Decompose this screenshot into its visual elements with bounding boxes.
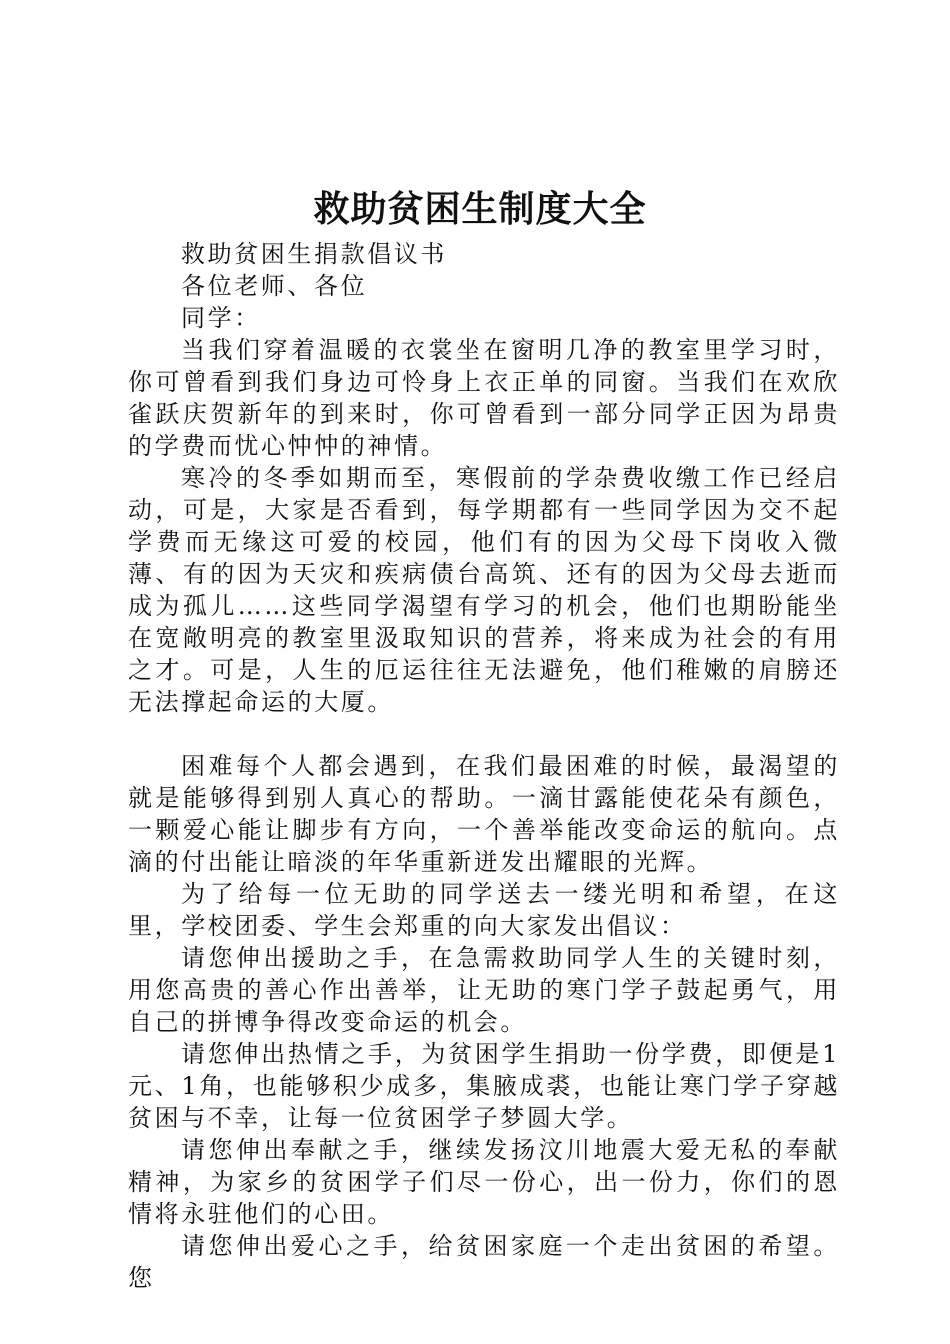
paragraph-body: 当我们穿着温暖的衣裳坐在窗明几净的教室里学习时，你可曾看到我们身边可怜身上衣正单的同窗。当我们在欢欣雀跃庆贺新年的到来时，你可曾看到一部分同学正因为昂贵的学费而忧心忡忡的神情。 (128, 336, 840, 460)
paragraph-proposal-heading: 救助贫困生捐款倡议书 (181, 240, 447, 268)
paragraph-body: 寒冷的冬季如期而至，寒假前的学杂费收缴工作已经启动，可是，大家是否看到，每学期都有一些同学因为交不起学费而无缘这可爱的校园，他们有的因为父母下岗收入微薄、有的因为天灾和疾病债台高筑、还有的因为父母去逝而成为孤儿……这些同学渴望有学习的机会，他们也期盼能坐在宽敞明亮的教室里汲取知识的营养，将来成为社会的有用之才。可是，人生的厄运往往无法避免，他们稚嫩的肩膀还无法撑起命运的大厦。 (128, 464, 840, 716)
paragraph-salutation-teachers: 各位老师、各位 (181, 272, 368, 300)
paragraph-body: 请您伸出援助之手，在急需救助同学人生的关键时刻，用您高贵的善心作出善举，让无助的寒门学子鼓起勇气，用自己的拼博争得改变命运的机会。 (128, 944, 840, 1036)
paragraph-body: 请您伸出奉献之手，继续发扬汶川地震大爱无私的奉献精神，为家乡的贫困学子们尽一份心，出一份力，你们的恩情将永驻他们的心田。 (128, 1136, 840, 1228)
paragraph-body: 为了给每一位无助的同学送去一缕光明和希望，在这里，学校团委、学生会郑重的向大家发出倡议： (128, 880, 840, 940)
paragraph-body: 请您伸出爱心之手，给贫困家庭一个走出贫困的希望。您 (128, 1232, 840, 1292)
document-title: 救助贫困生制度大全 (313, 188, 647, 230)
paragraph-body: 请您伸出热情之手，为贫困学生捐助一份学费，即便是1元、1角，也能够积少成多，集腋成裘，也能让寒门学子穿越贫困与不幸，让每一位贫困学子梦圆大学。 (128, 1040, 840, 1132)
document-body (128, 238, 840, 1294)
paragraph-body: 困难每个人都会遇到，在我们最困难的时候，最渴望的就是能够得到别人真心的帮助。一滴甘露能使花朵有颜色，一颗爱心能让脚步有方向，一个善举能改变命运的航向。点滴的付出能让暗淡的年华重新迸发出耀眼的光辉。 (128, 752, 840, 876)
paragraph-salutation-students: 同学： (181, 304, 261, 332)
